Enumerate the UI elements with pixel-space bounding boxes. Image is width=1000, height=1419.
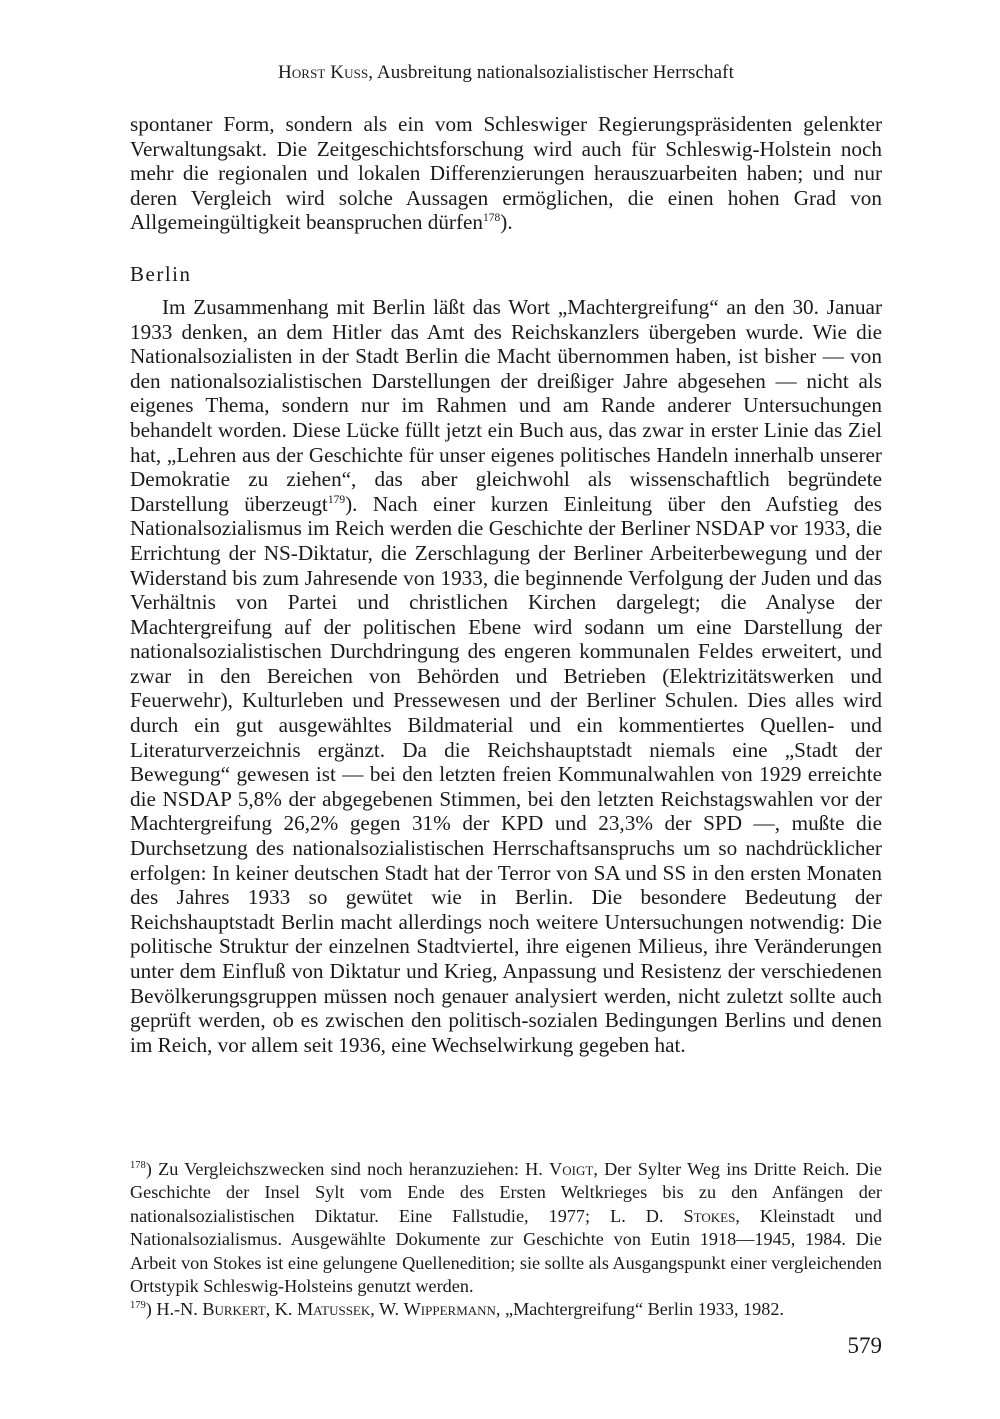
footnote-author-name: Matussek (297, 1299, 371, 1320)
running-head (130, 60, 882, 86)
footnote-mark: 179 (130, 1300, 146, 1312)
footnote-text: , Kleinstadt und Nationalsozialismus. Ausgewählte Dokumente zur Geschichte von Eutin 1918—1945, 1984. Die Arbeit von Stokes ist eine gelungene Quellenedition; sie sollte als Ausgangspunkt einer vergleichenden Ortstypik Schleswig-Holsteins genutzt werden. (130, 1205, 882, 1297)
page-number: 579 (847, 1333, 882, 1358)
footnote-ref-178: 178 (483, 212, 501, 225)
footnote-text: , Der Sylter Weg ins Dritte Reich. Die Geschichte der Insel Sylt vom Ende des Ersten Weltkrieges bis zu den Anfängen der nationalsozialistischen Diktatur. Eine Fallstudie, 1977; L. D. (130, 1159, 882, 1226)
footnote-author-name: Wippermann (403, 1299, 496, 1320)
footnote-text: , K. (265, 1299, 298, 1320)
paragraph-1-text: spontaner Form, sondern als ein vom Schleswiger Regierungspräsidenten gelenkter Verwaltungsakt. Die Zeitgeschichtsforschung wird auch für Schleswig-Holstein noch mehr die regionalen und lokalen Differenzierungen herauszuarbeiten haben; und nur deren Vergleich wird solche Aussagen ermöglichen, die einen hohen Grad von Allgemeingültigkeit beanspruchen dürfen (130, 112, 882, 235)
footnote-text: , „Machtergreifung“ Berlin 1933, 1982. (495, 1299, 784, 1320)
footnote-text: ) H.-N. (145, 1299, 203, 1320)
footnote-178 (130, 1158, 882, 1298)
footnote-ref-179: 179 (327, 493, 346, 506)
section-heading-berlin: Berlin (130, 261, 192, 286)
running-head-author: Horst Kuss (278, 62, 369, 83)
footnote-text: ) Zu Vergleichszwecken sind noch heranzuziehen: H. (145, 1159, 550, 1179)
footnote-author-name: Voigt (549, 1159, 594, 1179)
footnote-179 (130, 1298, 882, 1321)
footnote-text: , W. (370, 1299, 404, 1320)
footnote-mark: 178 (130, 1160, 146, 1171)
paragraph-1-tail: ). (500, 210, 513, 235)
running-head-title: , Ausbreitung nationalsozialistischer Herrschaft (368, 62, 734, 83)
footnotes (130, 1158, 882, 1322)
footnote-author-name: Burkert (202, 1299, 266, 1320)
paragraph-2 (130, 295, 882, 1057)
footnote-author-name: Stokes (683, 1205, 736, 1226)
page-body (130, 60, 882, 1057)
paragraph-1 (130, 112, 882, 235)
paragraph-2-part-b: ). Nach einer kurzen Einleitung über den Aufstieg des Nationalsozialismus im Reich werden die Geschichte der Berliner NSDAP vor 1933, die Errichtung der NS-Diktatur, die Zerschlagung der Berliner Arbeiterbewegung und der Widerstand bis zum Jahresende von 1933, die beginnende Verfolgung der Juden und das Verhältnis von Partei und christlichen Kirchen dargelegt; die Analyse der Machtergreifung auf der politischen Ebene wird sodann um eine Darstellung der nationalsozialistischen Durchdringung des engeren kommunalen Feldes erweitert, und zwar in den Bereichen von Behörden und Betrieben (Elektrizitätswerken und Feuerwehr), Kulturleben und Pressewesen und der Berliner Schulen. Dies alles wird durch ein gut ausgewähltes Bildmaterial und ein kommentiertes Quellen- und Literaturverzeichnis ergänzt. Da die Reichshauptstadt niemals eine „Stadt der Bewegung“ gewesen ist — bei den letzten freien Kommunalwahlen von 1929 erreichte die NSDAP 5,8% der abgegebenen Stimmen, bei den letzten Reichstagswahlen vor der Machtergreifung 26,2% gegen 31% der KPD und 23,3% der SPD —, mußte die Durchsetzung des nationalsozialistischen Herrschaftsanspruchs um so nachdrücklicher erfolgen: In keiner deutschen Stadt hat der Terror von SA und SS in den ersten Monaten des Jahres 1933 so gewütet wie in Berlin. Die besondere Bedeutung der Reichshauptstadt Berlin macht allerdings noch weitere Untersuchungen notwendig: Die politische Struktur der einzelnen Stadtviertel, ihre eigenen Milieus, ihre Veränderungen unter dem Einfluß von Diktatur und Krieg, Anpassung und Resistenz der verschiedenen Bevölkerungsgruppen müssen noch genauer analysiert werden, nicht zuletzt sollte auch geprüft werden, ob es zwischen den politisch-sozialen Bedingungen Berlins und denen im Reich, vor allem seit 1936, eine Wechselwirkung gegeben hat. (130, 491, 882, 1057)
paragraph-2-part-a: Im Zusammenhang mit Berlin läßt das Wort „Machtergreifung“ an den 30. Januar 1933 denken, an dem Hitler das Amt des Reichskanzlers übergeben wurde. Wie die Nationalsozialisten in der Stadt Berlin die Macht übernommen haben, ist bisher — von den nationalsozialistischen Darstellungen der dreißiger Jahre abgesehen — nicht als eigenes Thema, sondern nur im Rahmen und am Rande anderer Untersuchungen behandelt worden. Diese Lücke füllt jetzt ein Buch aus, das zwar in erster Linie das Ziel hat, „Lehren aus der Geschichte für unser eigenes politisches Handeln innerhalb unserer Demokratie zu ziehen“, das aber gleichwohl als wissenschaftlich begründete Darstellung überzeugt (130, 294, 882, 516)
